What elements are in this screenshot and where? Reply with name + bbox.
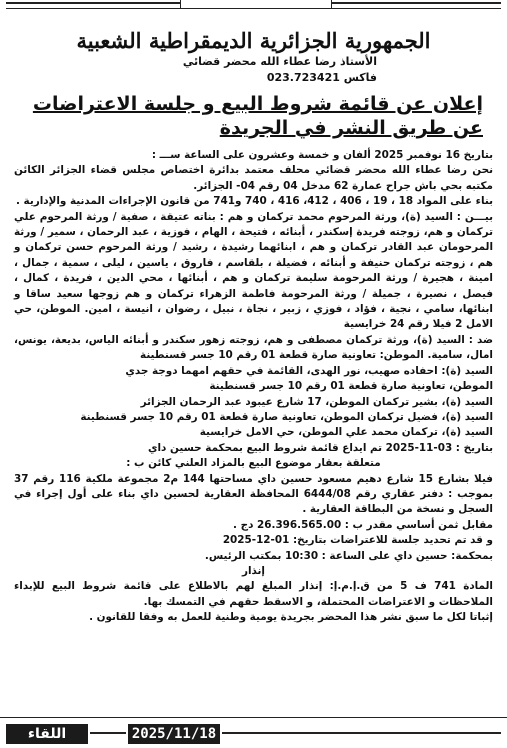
notice-heading: إنذار	[241, 564, 265, 577]
paragraph: إثباتا لكل ما سبق نشر هذا المحضر بجريدة يومية وطنية للعمل به وفقا للقانون .	[89, 611, 493, 624]
footer-rule	[222, 732, 501, 734]
paragraph: بتاريخ 16 نوفمبر 2025 ألفان و خمسة وعشرون على الساعة ســـ :	[151, 149, 493, 161]
paragraph: الموطن، تعاونية صارة قطعة 01 رقم 10 جسر قسنطينة	[209, 380, 493, 393]
republic-heading: الجمهورية الجزائرية الديمقراطية الشعبية	[76, 28, 431, 53]
paragraph: بمحكمة: حسين داي على الساعة : 10:30 بمكتب الرئيس.	[204, 549, 493, 562]
paragraph: و قد تم تحديد جلسة للاعتراضات بتاريخ: 01-12-2025	[222, 534, 493, 547]
paragraph: السيد (ة)، تركمان محمد علي الموطن، حي الامل خرايسية	[199, 426, 493, 439]
top-notch	[180, 0, 332, 9]
notice-title	[10, 92, 497, 140]
paragraph: السيد (ة)، فضيل تركمان الموطن، تعاونية صارة قطعة 01 رقم 10 جسر قسنطينة	[80, 410, 493, 423]
paragraph: نحن رضا عطاء الله محضر قضائي محلف معتمد بدائرة اختصاص مجلس قضاء الجزائر الكائن مكتبه بحي باش جراح عمارة 62 مدخل 04 رقم 04- الجزائر.	[14, 164, 493, 192]
newspaper-name: اللقاء	[6, 724, 88, 744]
paragraph: بيـــن : السيد (ة)، ورثة المرحوم محمد تركمان و هم : بناته عتيقة ، صفية / ورثة المرحوم علي تركمان و هم، زوجته فريدة إسكندر ، أبنائه ، فتيحة ، الهام ، فوزية ، عبد الرحمان ، سمير / ورثة المرحومان عبد القادر تركمان و هم ، ابنائهما رشيدة ، رشيد / ورثة المرحوم حسن تركمان و هم ، زوجته تركمان حنيفة و أبنائه ، فضيلة ، بلقاسم ، فاروق ، ياسين ، ليلى ، سمية ، جمال ، امينة ، هجيرة / ورثة المرحومة سليمة تركمان و هم ، أبنائها ، محي الدين ، فريدة ، كمال ، فيصل ، نصيرة ، جميلة / ورثة المرحومة فاطمة الزهراء تركمان و هم زوجها سعيد ساقا و ابنائها، سامي ، نجية ، فؤاد ، فوزي ، زبير ، نجاة ، نبيل ، رضوان ، انيسة ، امين. الموطن، حي الامل 2 فيلا رقم 24 خرايسية	[14, 210, 493, 331]
notice-title-line2: عن طريق النشر في الجريدة	[219, 117, 483, 139]
paragraph: ضد : السيد (ة)، ورثة تركمان مصطفى و هم، زوجته زهور سكندر و أبنائه الياس، بديعة، يونس، امال، سامية. الموطن: تعاونية صارة قطعة 01 رقم 10 جسر قسنطينة	[14, 333, 493, 362]
publication-date: 2025/11/18	[128, 724, 220, 744]
footer-rule	[90, 732, 126, 734]
notice-title-line1: إعلان عن قائمة شروط البيع و جلسة الاعتراضات	[32, 93, 483, 115]
paragraph: بناء على المواد 18 ، 19 ، 406 ، 412، 416 ، 740 و741 من قانون الإجراءات المدنية والإدارية .	[15, 195, 493, 208]
paragraph: المادة 741 ف 5 من ق.إ.م.إ: إنذار المبلغ لهم بالاطلاع على قائمة شروط البيع للإبداء الملاحظات و الاعتراضات المحتملة، و الاسقط حقهم في التمسك بها.	[14, 580, 493, 608]
footer	[0, 717, 507, 748]
bailiff-name: الأستاذ رضا عطاء الله محضر قضائي	[182, 55, 377, 68]
fax-number: فاكس 023.723421	[266, 71, 377, 84]
paragraph: السيد (ة)، بشير تركمان الموطن، 17 شارع عيبود عبد الرحمان الجزائر	[140, 395, 493, 408]
paragraph: بتاريخ : 03-11-2025 تم ايداع قائمة شروط البيع بمحكمة حسين داي	[147, 441, 493, 454]
paragraph: السيد (ة): احفاده صهيب، نور الهدى، القائمة في حقهم امهما دوجة جدي	[125, 364, 493, 377]
notice-body	[10, 148, 497, 626]
paragraph: فيلا بشارع 15 شارع دهيم مسعود حسين داي مساحتها 144 م2 مجموعة ملكية 116 رقم 37 بموجب : دفتر عقاري رقم 6444/08 المحافظة العقارية لحسين داي بناء على أول إجراء في السجل و نسخة من البطاقة العقارية .	[14, 472, 494, 516]
paragraph: مقابل ثمن أساسي مقدر ب : 26.396.565.00 دج .	[233, 518, 493, 531]
paragraph: متعلقة بعقار موضوع البيع بالمزاد العلني كائن ب :	[126, 457, 381, 470]
